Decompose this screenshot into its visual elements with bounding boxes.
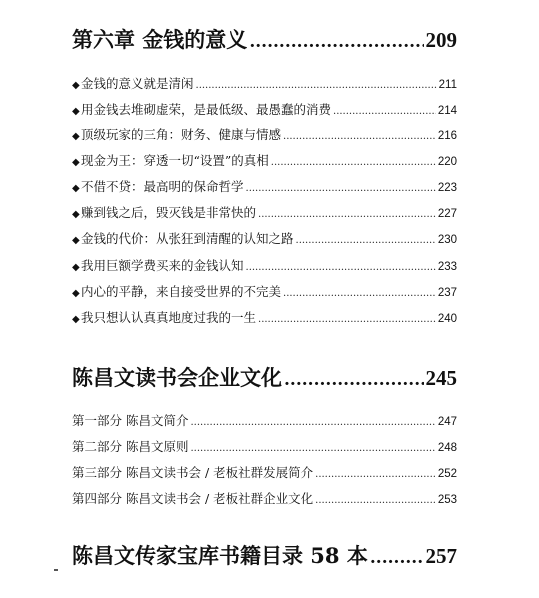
toc-entry-page: 252 (437, 468, 457, 480)
dot-leader (258, 209, 436, 220)
dot-leader (246, 183, 436, 194)
toc-heading-page: 245 (425, 366, 457, 390)
dot-leader (190, 417, 435, 428)
dot-leader (196, 80, 437, 91)
toc-heading-title: 第六章 金钱的意义 (72, 27, 248, 52)
toc-entry-page: 216 (437, 130, 457, 142)
toc-entry-page: 253 (437, 494, 457, 506)
toc-entry[interactable] (72, 203, 457, 221)
toc-entry[interactable] (72, 256, 457, 274)
toc-entry-text: 第二部分 陈昌文原则 (72, 439, 189, 454)
toc-entry-text: 金钱的代价：从张狂到清醒的认知之路 (81, 231, 294, 246)
diamond-bullet-icon: ◆ (72, 80, 80, 91)
diamond-bullet-icon: ◆ (72, 235, 80, 246)
dot-leader (315, 469, 436, 480)
toc-entry-page: 227 (437, 208, 457, 220)
dot-leader (296, 235, 436, 246)
toc-entry-page: 220 (437, 156, 457, 168)
toc-entry-page: 233 (437, 261, 457, 273)
toc-entry-text: 赚到钱之后，毁灭钱是非常快的 (81, 205, 257, 220)
diamond-bullet-icon: ◆ (72, 209, 80, 220)
diamond-bullet-icon: ◆ (72, 131, 80, 142)
toc-entry[interactable] (72, 151, 457, 169)
toc-entry[interactable] (72, 100, 457, 118)
toc-entry-page: 240 (437, 313, 457, 325)
toc-heading-title: 陈昌文传家宝库书籍目录 58 本 (72, 543, 368, 568)
toc-entry-page: 247 (437, 416, 457, 428)
toc-entry-page: 248 (437, 442, 457, 454)
dot-leader (284, 370, 424, 390)
toc-entry[interactable] (72, 229, 457, 247)
dot-leader (333, 106, 436, 117)
dot-leader (249, 32, 423, 52)
diamond-bullet-icon: ◆ (72, 288, 80, 299)
dot-leader (246, 262, 436, 273)
toc-entry-page: 237 (437, 287, 457, 299)
dot-leader (258, 314, 436, 325)
toc-entry-page: 230 (437, 234, 457, 246)
toc-entry-page: 211 (438, 79, 457, 91)
dot-leader (315, 495, 436, 506)
toc-entry[interactable] (72, 411, 457, 429)
toc-entry[interactable] (72, 489, 457, 507)
toc-entry-page: 214 (437, 105, 457, 117)
toc-entry-text: 金钱的意义就是清闲 (81, 76, 194, 91)
dot-leader (370, 548, 424, 568)
toc-heading-chapter-6[interactable] (72, 24, 457, 54)
toc-entry-text: 用金钱去堆砌虚荣，是最低级、最愚蠢的消费 (81, 102, 332, 117)
toc-entry-text: 现金为王：穿透一切“设置”的真相 (81, 153, 269, 168)
dot-leader (283, 131, 436, 142)
toc-entry[interactable] (72, 463, 457, 481)
toc-entry-text: 内心的平静，来自接受世界的不完美 (81, 284, 282, 299)
toc-entry-text: 我只想认认真真地度过我的一生 (81, 310, 257, 325)
toc-heading-title: 陈昌文读书会企业文化 (72, 365, 282, 390)
toc-entry[interactable] (72, 282, 457, 300)
toc-entry-text: 不借不贷：最高明的保命哲学 (81, 179, 244, 194)
dot-leader (271, 157, 436, 168)
toc-entry-page: 223 (437, 182, 457, 194)
scan-mark (54, 569, 58, 571)
diamond-bullet-icon: ◆ (72, 106, 80, 117)
dot-leader (190, 443, 435, 454)
toc-heading-page: 209 (425, 28, 457, 52)
diamond-bullet-icon: ◆ (72, 183, 80, 194)
toc-entry-text: 第三部分 陈昌文读书会 / 老板社群发展简介 (72, 465, 314, 480)
toc-entry-text: 我用巨额学费买来的金钱认知 (81, 258, 244, 273)
toc-entry[interactable] (72, 177, 457, 195)
diamond-bullet-icon: ◆ (72, 262, 80, 273)
toc-entry[interactable] (72, 125, 457, 143)
toc-entry[interactable] (72, 308, 457, 326)
diamond-bullet-icon: ◆ (72, 157, 80, 168)
dot-leader (283, 288, 436, 299)
toc-entry[interactable] (72, 74, 457, 92)
toc-heading-page: 257 (425, 544, 457, 568)
toc-heading-book-catalog[interactable] (72, 540, 457, 570)
diamond-bullet-icon: ◆ (72, 314, 80, 325)
toc-heading-corporate-culture[interactable] (72, 362, 457, 392)
toc-entry-text: 顶级玩家的三角：财务、健康与情感 (81, 127, 282, 142)
toc-entry-text: 第一部分 陈昌文简介 (72, 413, 189, 428)
toc-entry-text: 第四部分 陈昌文读书会 / 老板社群企业文化 (72, 491, 314, 506)
toc-entry[interactable] (72, 437, 457, 455)
